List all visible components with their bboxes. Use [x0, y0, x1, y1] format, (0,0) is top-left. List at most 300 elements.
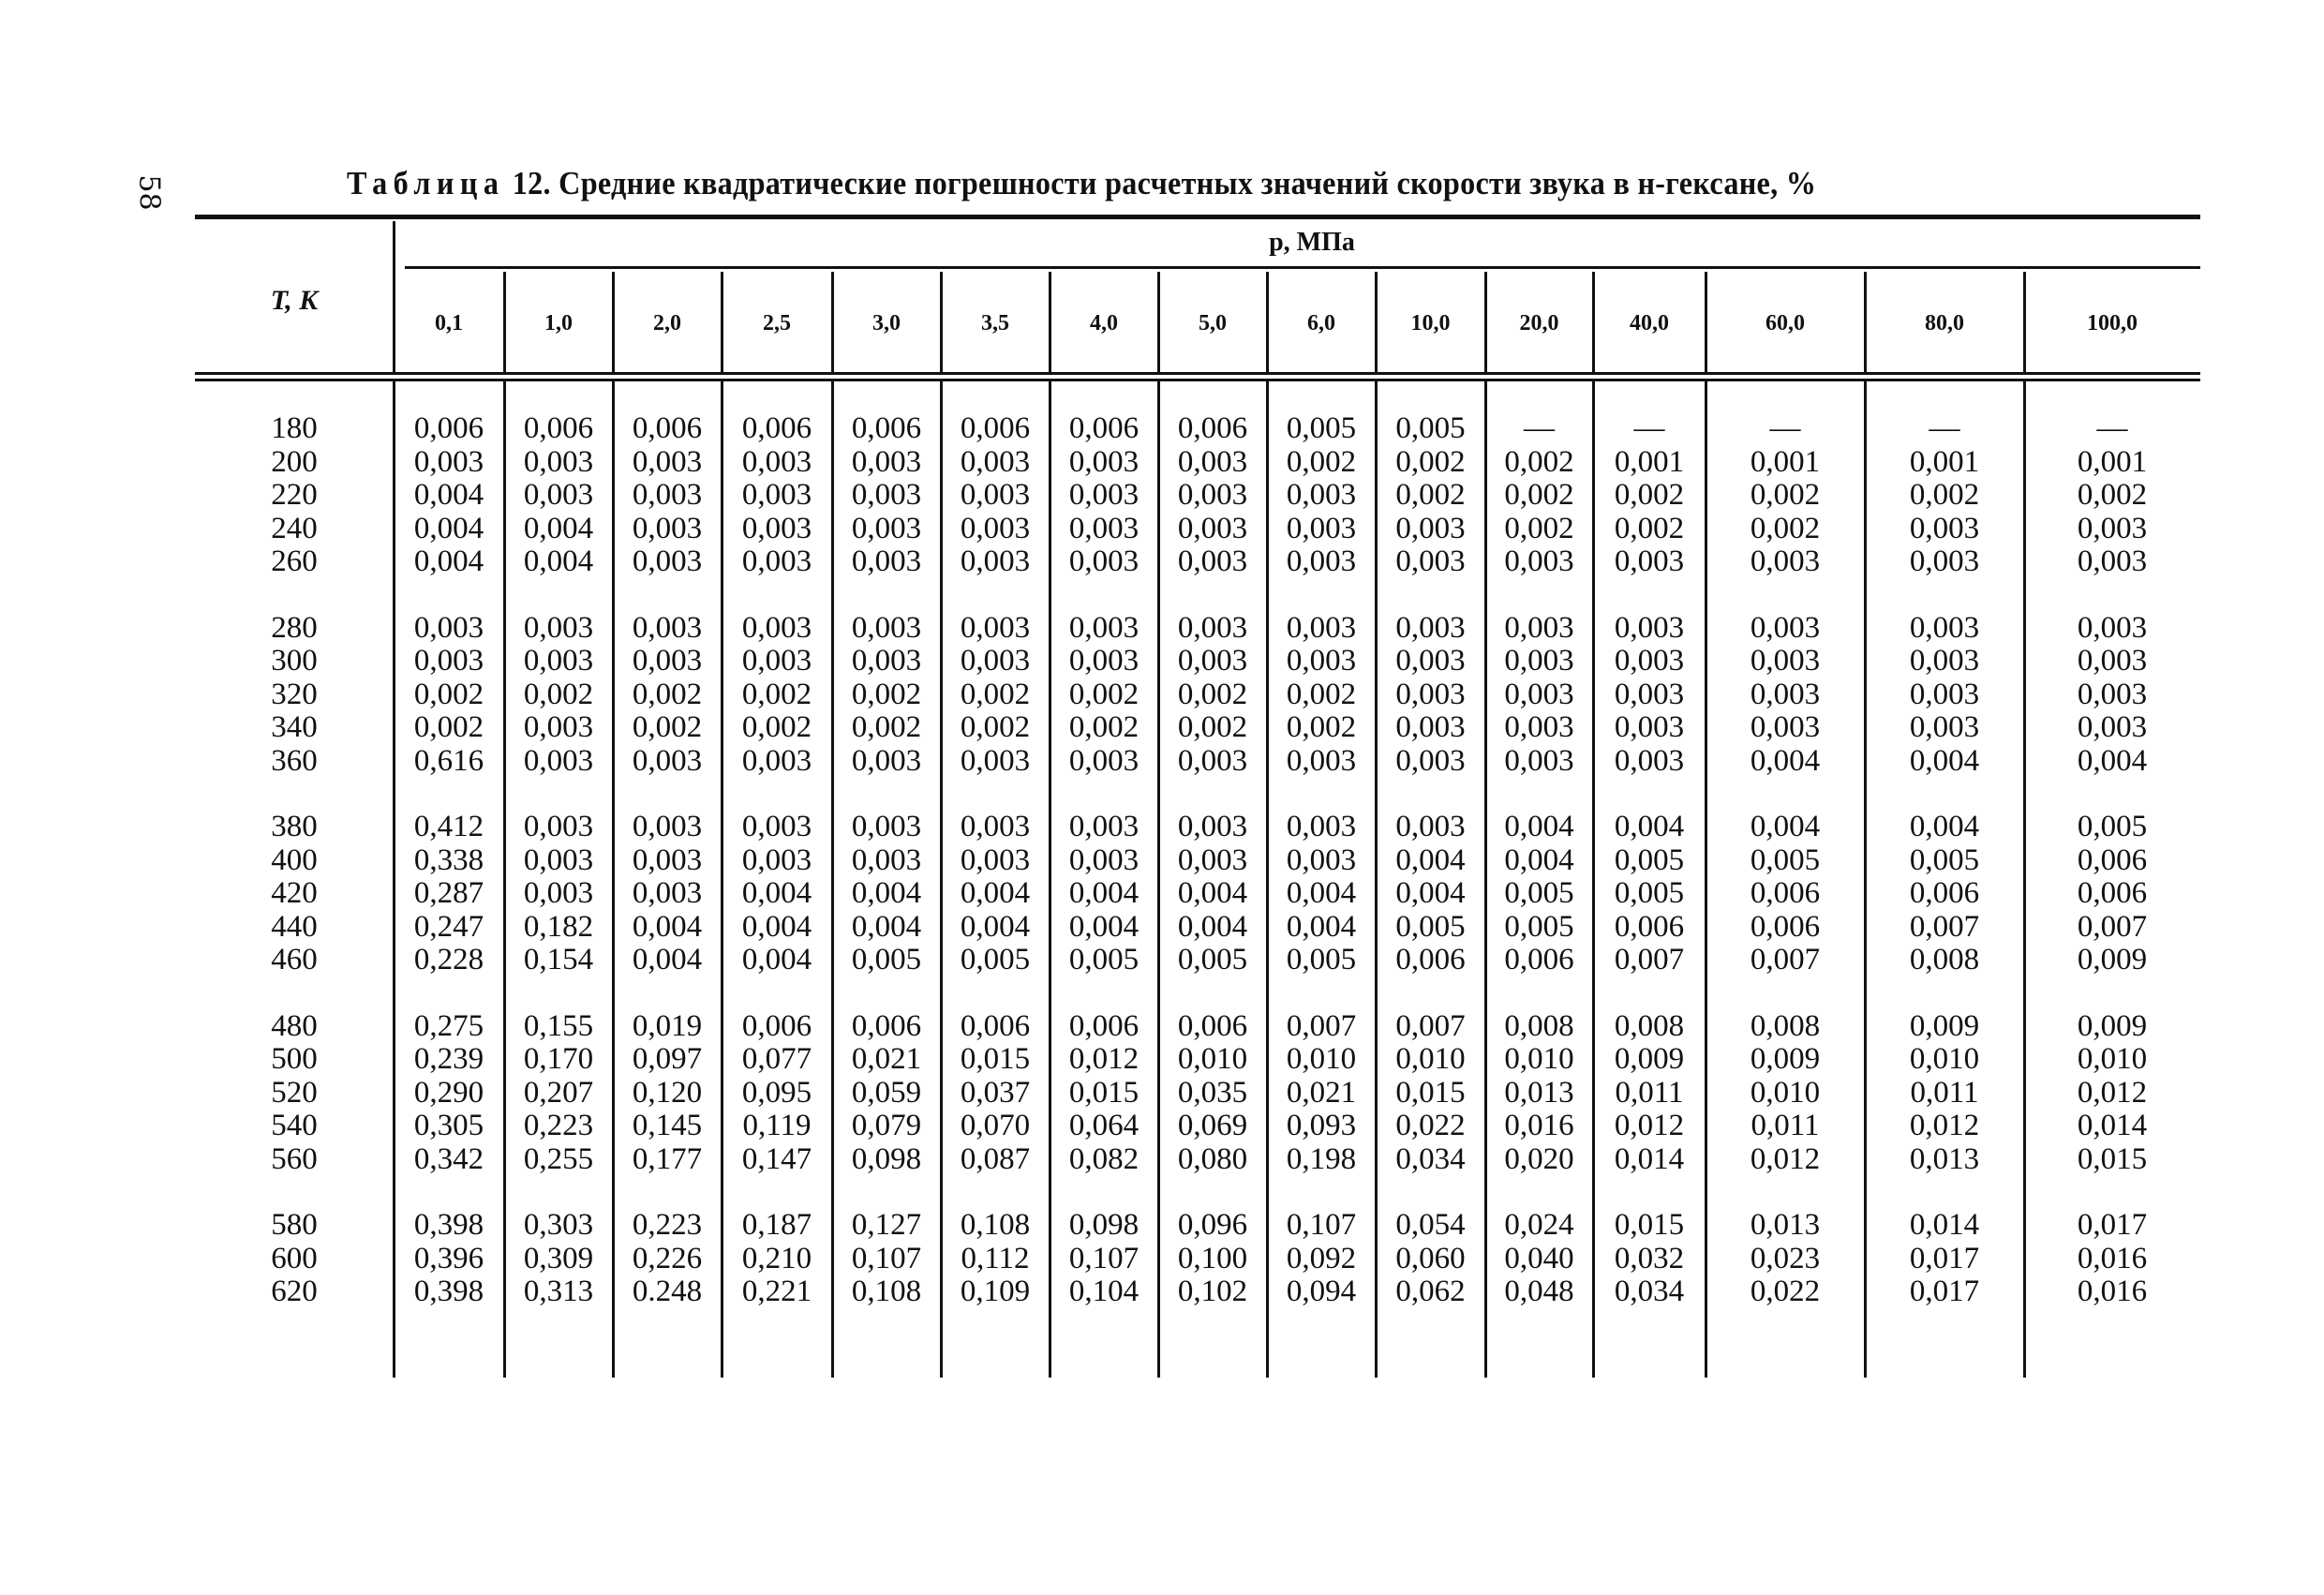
value-cell: 0,004	[1286, 876, 1357, 910]
value-cell: 0,003	[851, 544, 922, 578]
value-cell: 0,006	[1750, 876, 1821, 910]
value-cell: 0,003	[1286, 610, 1357, 645]
pressure-column	[941, 412, 1050, 1342]
value-group	[1376, 412, 1485, 579]
value-cell: 0,002	[1504, 444, 1574, 479]
value-cell: 0,003	[632, 644, 703, 678]
value-cell: 0,098	[1068, 1208, 1140, 1242]
value-group	[1050, 1010, 1158, 1177]
value-cell: 0,003	[741, 444, 812, 479]
value-cell: 0,003	[2077, 677, 2148, 711]
value-cell: 0,062	[1395, 1275, 1466, 1308]
value-cell: 0,013	[1909, 1141, 1980, 1176]
value-cell: 0,092	[1286, 1241, 1357, 1275]
value-cell: 0,100	[1177, 1241, 1248, 1275]
value-group	[832, 811, 941, 977]
value-cell: 0,398	[413, 1275, 484, 1308]
temperature-cell: 460	[271, 943, 318, 976]
value-cell: 0,003	[413, 610, 484, 645]
value-cell: 0,003	[1068, 444, 1140, 479]
stub-divider-header	[393, 221, 395, 373]
value-cell: 0,003	[741, 544, 812, 578]
value-cell: 0,006	[960, 1008, 1031, 1043]
value-cell: 0.248	[632, 1275, 703, 1308]
value-cell: 0,003	[741, 842, 812, 877]
value-cell: 0,003	[1395, 710, 1466, 744]
value-cell: 0,239	[413, 1042, 484, 1076]
value-cell: 0,064	[1068, 1109, 1140, 1142]
value-group	[394, 412, 504, 579]
pressure-column-header: 3,0	[872, 311, 901, 335]
value-cell: 0,003	[851, 478, 922, 512]
value-cell: 0,008	[1750, 1008, 1821, 1043]
temperature-header: T, K	[270, 285, 319, 316]
value-cell: 0,011	[1910, 1075, 1979, 1110]
value-group	[1485, 1010, 1593, 1177]
value-cell: 0,021	[851, 1042, 922, 1076]
value-cell: 0,107	[851, 1241, 922, 1275]
value-cell: 0,003	[1068, 743, 1140, 778]
value-group	[2024, 1209, 2200, 1309]
table-title	[347, 165, 1816, 202]
value-cell: 0,003	[1286, 743, 1357, 778]
value-group	[2024, 811, 2200, 977]
value-cell: 0,412	[413, 810, 484, 843]
value-group	[832, 612, 941, 779]
value-cell: 0,004	[1504, 842, 1574, 877]
temperature-group	[195, 412, 394, 579]
value-cell: 0,004	[1068, 876, 1140, 910]
value-cell: 0,007	[1286, 1008, 1357, 1043]
value-cell: 0,005	[851, 943, 922, 976]
value-cell: 0,002	[632, 677, 703, 711]
value-cell: 0,012	[1909, 1109, 1980, 1142]
value-cell: 0,003	[632, 610, 703, 645]
value-group	[504, 1010, 613, 1177]
temperature-cell: 580	[271, 1208, 318, 1242]
value-group	[941, 811, 1050, 977]
temperature-cell: 440	[271, 909, 318, 944]
value-group	[1050, 412, 1158, 579]
value-cell: 0,006	[2077, 876, 2148, 910]
value-cell: 0,001	[1750, 444, 1821, 479]
value-cell: 0,102	[1177, 1275, 1248, 1308]
value-cell: 0,005	[1614, 842, 1685, 877]
value-cell: 0,004	[1909, 810, 1980, 843]
pressure-column-header: 20,0	[1519, 311, 1559, 335]
temperature-column	[195, 412, 394, 1342]
value-cell: 0,034	[1614, 1275, 1685, 1308]
value-cell: 0,223	[523, 1109, 594, 1142]
value-group	[1267, 1010, 1376, 1177]
value-cell: 0,014	[1614, 1141, 1685, 1176]
value-cell: 0,003	[2077, 710, 2148, 744]
value-cell: 0,004	[1395, 842, 1466, 877]
value-cell: 0,003	[851, 511, 922, 545]
value-cell: 0,097	[632, 1042, 703, 1076]
value-group	[1485, 811, 1593, 977]
value-group	[613, 612, 722, 779]
temperature-cell: 420	[271, 876, 318, 910]
value-cell: 0,003	[960, 478, 1031, 512]
temperature-cell: 540	[271, 1109, 318, 1142]
value-cell: 0,002	[523, 677, 594, 711]
value-cell: 0,119	[742, 1109, 812, 1142]
value-cell: 0,010	[1177, 1042, 1248, 1076]
pressure-column-header: 40,0	[1630, 311, 1669, 335]
value-cell: 0,037	[960, 1075, 1031, 1110]
value-cell: 0,003	[851, 610, 922, 645]
value-group	[1376, 1010, 1485, 1177]
value-group	[832, 412, 941, 579]
temperature-cell: 340	[271, 710, 318, 744]
value-cell: 0,015	[1614, 1208, 1685, 1242]
value-cell: 0,004	[851, 876, 922, 910]
value-group	[941, 612, 1050, 779]
value-group	[1706, 412, 1865, 579]
value-cell: 0,002	[632, 710, 703, 744]
value-cell: 0,003	[1177, 644, 1248, 678]
pressure-column	[1267, 412, 1376, 1342]
value-cell: 0,005	[1395, 411, 1466, 445]
value-cell: 0,003	[2077, 544, 2148, 578]
value-cell: 0,004	[523, 544, 594, 578]
value-cell: 0,003	[523, 610, 594, 645]
table-title-text: 12. Средние квадратические погрешности расчетных значений скорости звука в н-гексане, %	[512, 165, 1817, 201]
page-number: 58	[132, 174, 166, 211]
value-cell: 0,004	[1177, 909, 1248, 944]
value-cell: 0,003	[1909, 710, 1980, 744]
value-cell: 0,024	[1504, 1208, 1574, 1242]
temperature-cell: 320	[271, 677, 318, 711]
value-cell: 0,003	[1750, 677, 1821, 711]
value-cell: 0,011	[1750, 1109, 1820, 1142]
value-cell: 0,002	[1909, 478, 1980, 512]
value-group	[613, 811, 722, 977]
value-group	[1706, 1010, 1865, 1177]
value-group	[1485, 412, 1593, 579]
value-cell: 0,006	[1177, 1008, 1248, 1043]
value-cell: 0,005	[1909, 842, 1980, 877]
value-cell: 0,003	[960, 743, 1031, 778]
pressure-column	[2024, 412, 2200, 1342]
value-group	[394, 811, 504, 977]
value-cell: 0,008	[1909, 943, 1980, 976]
value-cell: 0,003	[413, 444, 484, 479]
value-cell: 0,003	[1504, 610, 1574, 645]
value-cell: 0,305	[413, 1109, 484, 1142]
value-group	[613, 1010, 722, 1177]
value-cell: 0,003	[1286, 810, 1357, 843]
value-cell: 0,012	[1614, 1109, 1685, 1142]
value-group	[1865, 1010, 2024, 1177]
value-cell: 0,003	[632, 478, 703, 512]
value-cell: 0,010	[2077, 1042, 2148, 1076]
value-group	[394, 612, 504, 779]
value-cell: 0,003	[1177, 511, 1248, 545]
value-cell: 0,342	[413, 1141, 484, 1176]
value-cell: 0,003	[741, 511, 812, 545]
value-cell: 0,003	[632, 842, 703, 877]
value-group	[1706, 1209, 1865, 1309]
value-cell: —	[1633, 411, 1665, 445]
value-cell: 0,009	[1614, 1042, 1685, 1076]
value-group	[504, 612, 613, 779]
value-group	[1706, 612, 1865, 779]
value-cell: 0,005	[1504, 909, 1574, 944]
value-cell: 0,004	[1750, 810, 1821, 843]
value-group	[722, 612, 832, 779]
value-cell: 0,006	[413, 411, 484, 445]
value-cell: 0,009	[1909, 1008, 1980, 1043]
value-cell: 0,022	[1750, 1275, 1821, 1308]
value-cell: 0,094	[1286, 1275, 1357, 1308]
value-cell: 0,003	[741, 644, 812, 678]
value-group	[722, 412, 832, 579]
value-cell: 0,207	[523, 1075, 594, 1110]
value-cell: 0,003	[741, 743, 812, 778]
value-cell: 0,010	[1286, 1042, 1357, 1076]
value-cell: 0,002	[960, 710, 1031, 744]
value-cell: 0,147	[741, 1141, 812, 1176]
value-cell: 0,002	[741, 710, 812, 744]
value-cell: 0,016	[2077, 1275, 2148, 1308]
value-group	[1050, 1209, 1158, 1309]
value-cell: 0,398	[413, 1208, 484, 1242]
value-cell: 0,003	[523, 743, 594, 778]
value-cell: 0,003	[1395, 544, 1466, 578]
value-cell: 0,006	[741, 1008, 812, 1043]
value-cell: 0,014	[2077, 1109, 2148, 1142]
value-cell: 0,004	[1395, 876, 1466, 910]
value-cell: 0,109	[960, 1275, 1031, 1308]
value-cell: 0,003	[1068, 478, 1140, 512]
value-cell: 0,002	[2077, 478, 2148, 512]
value-group	[941, 1209, 1050, 1309]
value-cell: 0,275	[413, 1008, 484, 1043]
value-cell: 0,003	[523, 710, 594, 744]
value-group	[504, 412, 613, 579]
value-cell: 0,002	[1177, 710, 1248, 744]
value-cell: 0,004	[741, 943, 812, 976]
value-cell: 0,004	[1614, 810, 1685, 843]
value-cell: 0,003	[1286, 511, 1357, 545]
value-cell: 0,003	[851, 810, 922, 843]
value-group	[1267, 412, 1376, 579]
temperature-cell: 360	[271, 743, 318, 778]
value-cell: 0,005	[1395, 909, 1466, 944]
value-group	[1865, 1209, 2024, 1309]
value-group	[613, 1209, 722, 1309]
pressure-column	[1376, 412, 1485, 1342]
value-cell: 0,015	[1068, 1075, 1140, 1110]
value-cell: 0,003	[413, 644, 484, 678]
value-cell: —	[2096, 411, 2128, 445]
value-cell: 0,003	[1504, 710, 1574, 744]
value-cell: 0,004	[632, 909, 703, 944]
value-group	[1593, 612, 1706, 779]
value-cell: 0,005	[960, 943, 1031, 976]
value-cell: 0,095	[741, 1075, 812, 1110]
value-cell: 0,003	[2077, 610, 2148, 645]
value-cell: 0,187	[741, 1208, 812, 1242]
value-cell: 0,002	[1395, 444, 1466, 479]
value-cell: 0,002	[851, 677, 922, 711]
top-rule	[195, 215, 2200, 219]
value-cell: 0,006	[1068, 411, 1140, 445]
value-cell: 0,002	[1286, 444, 1357, 479]
value-cell: 0,005	[1068, 943, 1140, 976]
value-cell: 0,006	[1177, 411, 1248, 445]
value-cell: 0,021	[1286, 1075, 1357, 1110]
value-cell: 0,145	[632, 1109, 703, 1142]
value-cell: 0,003	[851, 444, 922, 479]
value-group	[941, 1010, 1050, 1177]
value-cell: 0,060	[1395, 1241, 1466, 1275]
value-cell: 0,003	[1614, 644, 1685, 678]
value-cell: 0,006	[1750, 909, 1821, 944]
value-cell: 0,003	[1395, 677, 1466, 711]
pressure-column	[1050, 412, 1158, 1342]
value-group	[1593, 1010, 1706, 1177]
value-cell: 0,003	[1286, 478, 1357, 512]
value-cell: 0,098	[851, 1141, 922, 1176]
value-cell: 0,002	[1395, 478, 1466, 512]
value-group	[1593, 412, 1706, 579]
value-cell: 0,034	[1395, 1141, 1466, 1176]
pressure-column-header: 5,0	[1199, 311, 1227, 335]
value-cell: 0,005	[2077, 810, 2148, 843]
value-cell: 0,007	[1909, 909, 1980, 944]
value-cell: 0,003	[1909, 644, 1980, 678]
value-cell: 0,004	[1068, 909, 1140, 944]
value-cell: 0,003	[523, 444, 594, 479]
value-cell: 0,004	[741, 876, 812, 910]
value-cell: 0,002	[1504, 511, 1574, 545]
value-cell: 0,198	[1286, 1141, 1357, 1176]
pressure-column-header: 60,0	[1765, 311, 1805, 335]
value-cell: 0,108	[851, 1275, 922, 1308]
value-cell: 0,070	[960, 1109, 1031, 1142]
value-cell: 0,014	[1909, 1208, 1980, 1242]
value-cell: 0,069	[1177, 1109, 1248, 1142]
value-cell: —	[1929, 411, 1960, 445]
value-group	[1050, 612, 1158, 779]
value-cell: 0,003	[1504, 644, 1574, 678]
value-cell: 0,616	[413, 743, 484, 778]
value-cell: 0,002	[1504, 478, 1574, 512]
value-cell: 0,003	[1614, 710, 1685, 744]
value-cell: 0,155	[523, 1008, 594, 1043]
value-cell: 0,001	[1909, 444, 1980, 479]
value-cell: 0,013	[1504, 1075, 1574, 1110]
value-cell: 0,003	[1909, 610, 1980, 645]
value-cell: 0,012	[2077, 1075, 2148, 1110]
value-group	[1376, 612, 1485, 779]
value-cell: 0,009	[2077, 943, 2148, 976]
value-cell: 0,003	[2077, 511, 2148, 545]
value-cell: 0,002	[960, 677, 1031, 711]
value-cell: 0,003	[1750, 544, 1821, 578]
value-group	[394, 1010, 504, 1177]
value-cell: 0,080	[1177, 1141, 1248, 1176]
value-cell: 0,004	[1504, 810, 1574, 843]
pressure-column-header: 4,0	[1090, 311, 1118, 335]
value-cell: 0,003	[960, 544, 1031, 578]
value-cell: 0,008	[1614, 1008, 1685, 1043]
pressure-column-header: 0,1	[435, 311, 463, 335]
value-group	[1706, 811, 1865, 977]
value-cell: 0,019	[632, 1008, 703, 1043]
value-cell: 0,010	[1504, 1042, 1574, 1076]
value-cell: 0,017	[1909, 1275, 1980, 1308]
value-cell: 0,013	[1750, 1208, 1821, 1242]
temperature-cell: 220	[271, 478, 318, 512]
pressure-column-header: 2,0	[653, 311, 681, 335]
value-cell: 0,022	[1395, 1109, 1466, 1142]
value-group	[504, 811, 613, 977]
temperature-group	[195, 612, 394, 779]
value-cell: 0,017	[1909, 1241, 1980, 1275]
value-cell: 0,002	[1614, 511, 1685, 545]
value-cell: 0,007	[1750, 943, 1821, 976]
value-group	[1485, 612, 1593, 779]
value-cell: 0,177	[632, 1141, 703, 1176]
value-group	[1865, 412, 2024, 579]
value-group	[1267, 612, 1376, 779]
value-cell: 0,303	[523, 1208, 594, 1242]
value-cell: 0,002	[1068, 677, 1140, 711]
value-cell: 0,077	[741, 1042, 812, 1076]
value-cell: 0,003	[632, 743, 703, 778]
value-cell: 0,003	[523, 478, 594, 512]
pressure-column	[722, 412, 832, 1342]
value-cell: 0,003	[1177, 478, 1248, 512]
value-group	[1865, 612, 2024, 779]
value-cell: 0,003	[1068, 610, 1140, 645]
value-cell: 0,003	[741, 478, 812, 512]
value-cell: 0,032	[1614, 1241, 1685, 1275]
value-cell: 0,002	[1614, 478, 1685, 512]
value-cell: 0,006	[741, 411, 812, 445]
pressure-column	[1158, 412, 1267, 1342]
value-cell: 0,003	[851, 644, 922, 678]
value-cell: 0,003	[1395, 743, 1466, 778]
value-cell: 0,005	[1750, 842, 1821, 877]
value-cell: 0,247	[413, 909, 484, 944]
pressure-column-header: 100,0	[2087, 311, 2138, 335]
value-group	[2024, 612, 2200, 779]
value-group	[1593, 1209, 1706, 1309]
value-cell: 0,006	[851, 411, 922, 445]
value-cell: 0,003	[2077, 644, 2148, 678]
value-cell: —	[1769, 411, 1801, 445]
value-cell: 0,170	[523, 1042, 594, 1076]
value-group	[722, 1010, 832, 1177]
value-cell: 0,002	[413, 710, 484, 744]
value-cell: 0,003	[1286, 644, 1357, 678]
value-cell: 0,016	[2077, 1241, 2148, 1275]
value-cell: 0,003	[1068, 544, 1140, 578]
value-cell: 0,003	[1395, 644, 1466, 678]
temperature-cell: 400	[271, 842, 318, 877]
value-cell: 0,003	[1068, 842, 1140, 877]
value-cell: 0,006	[1909, 876, 1980, 910]
pressure-column-header: 1,0	[544, 311, 573, 335]
table-title-lead: Таблица	[347, 165, 505, 201]
value-cell: 0,003	[1177, 444, 1248, 479]
value-cell: 0,010	[1395, 1042, 1466, 1076]
